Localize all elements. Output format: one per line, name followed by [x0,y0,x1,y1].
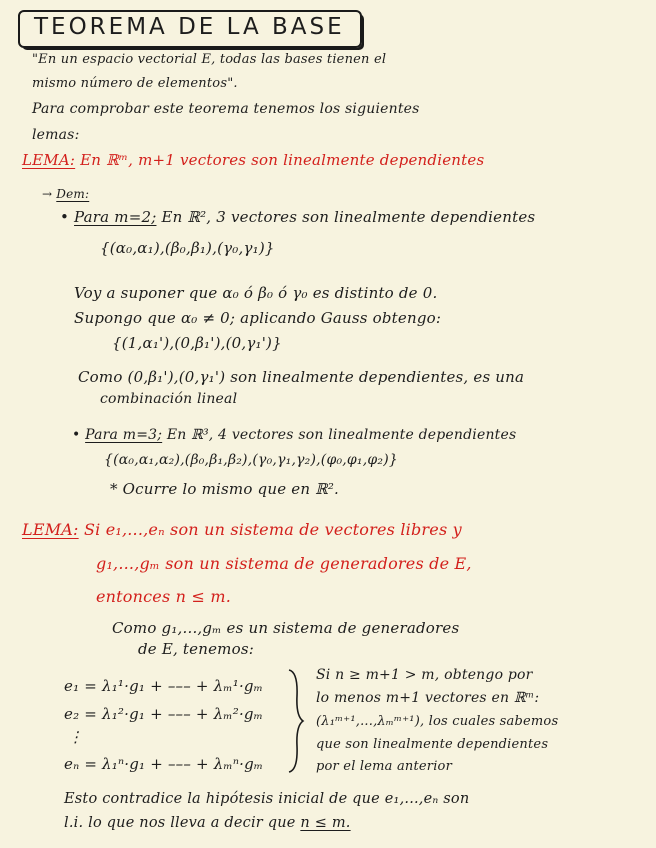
case-m2-set: {(α₀,α₁),(β₀,β₁),(γ₀,γ₁)} [100,239,275,257]
lema1-heading [22,151,484,169]
lema2-line1: LEMA: Si e₁,...,eₙ son un sistema de vectores libres y [22,520,462,539]
case-m2-label: Para m=2; [74,208,157,226]
case-m2-set2: {(1,α₁'),(0,β₁'),(0,γ₁')} [112,334,282,352]
intro-line-4: lemas: [32,127,80,143]
conclusion-line1: Esto contradice la hipótesis inicial de que e₁,...,eₙ son [64,791,470,807]
title-box [18,10,362,48]
case-m2-line3: Como (0,β₁'),(0,γ₁') son linealmente dependientes, es una [78,368,525,386]
equation-e1: e₁ = λ₁¹·g₁ + ––– + λₘ¹·gₘ [64,677,264,695]
proof2-line2: de E, tenemos: [138,640,254,658]
conclusion-line2: l.i. lo que nos lleva a decir que n ≤ m. [64,815,351,831]
lema1-text: En ℝᵐ, m+1 vectores son linealmente dependientes [80,151,485,169]
case-m3-set: {(α₀,α₁,α₂),(β₀,β₁,β₂),(γ₀,γ₁,γ₂),(φ₀,φ₁,φ₂)} [104,452,398,468]
side-line3: (λ₁ᵐ⁺¹,...,λₘᵐ⁺¹), los cuales sabemos [316,714,559,729]
equation-dots: ⋮ [68,728,84,746]
right-brace [286,666,306,776]
case-m2-line2: Supongo que α₀ ≠ 0; aplicando Gauss obtengo: [74,309,442,327]
lema2-line2: g₁,...,gₘ son un sistema de generadores de E, [96,554,472,573]
equation-e2: e₂ = λ₁²·g₁ + ––– + λₘ²·gₘ [64,705,264,723]
intro-line-1: "En un espacio vectorial E, todas las bases tienen el [32,52,387,67]
case-m2-line4: combinación lineal [100,391,238,407]
case-m2-line1: Voy a suponer que α₀ ó β₀ ó γ₀ es distinto de 0. [74,284,438,302]
lema2-label: LEMA: [22,520,79,539]
conclusion-result: n ≤ m. [300,815,351,831]
dem-label: → Dem: [42,187,90,201]
side-line1: Si n ≥ m+1 > m, obtengo por [316,667,533,683]
side-line2: lo menos m+1 vectores en ℝᵐ: [316,690,540,706]
intro-line-2: mismo número de elementos". [32,76,238,91]
lema2-line3: entonces n ≤ m. [96,587,232,606]
case-m3-label: Para m=3; [85,427,163,443]
lema1-label: LEMA: [22,151,76,169]
page-title: TEOREMA DE LA BASE [34,14,345,40]
proof2-line1: Como g₁,...,gₘ es un sistema de generadores [112,619,460,637]
case-m2-text: En ℝ², 3 vectores son linealmente dependientes [161,208,536,226]
intro-line-3: Para comprobar este teorema tenemos los siguientes [32,101,420,117]
case-m3-heading: • Para m=3; En ℝ³, 4 vectores son linealmente dependientes [72,427,517,443]
case-m2-heading: • Para m=2; En ℝ², 3 vectores son linealmente dependientes [60,208,536,226]
equation-en: eₙ = λ₁ⁿ·g₁ + ––– + λₘⁿ·gₘ [64,755,264,773]
side-line5: por el lema anterior [316,759,452,774]
side-line4: que son linealmente dependientes [316,737,549,752]
case-m3-text: En ℝ³, 4 vectores son linealmente dependientes [166,427,517,443]
case-m3-note: * Ocurre lo mismo que en ℝ². [110,480,340,498]
